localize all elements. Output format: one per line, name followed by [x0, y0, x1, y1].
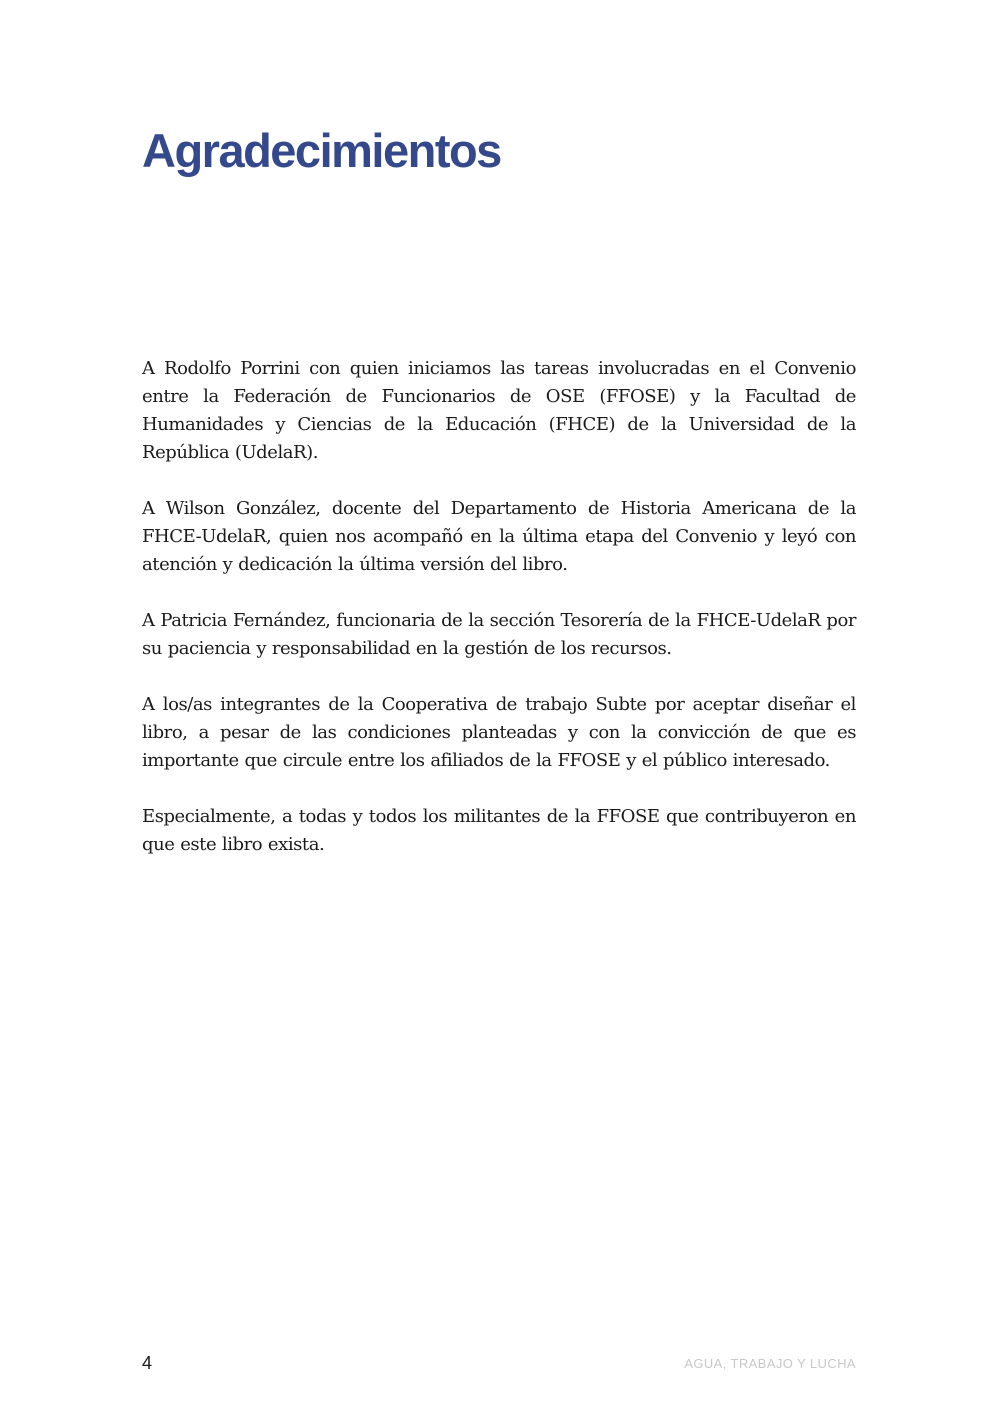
- paragraph-5: Especialmente, a todas y todos los militantes de la FFOSE que contribuyeron en que este libro exista.: [142, 806, 856, 855]
- running-footer-title: AGUA, TRABAJO Y LUCHA: [684, 1356, 856, 1371]
- acknowledgements-body: [142, 355, 856, 887]
- paragraph-1: A Rodolfo Porrini con quien iniciamos las tareas involucradas en el Convenio entre la Federación de Funcionarios de OSE (FFOSE) y la Facultad de Humanidades y Ciencias de la Educación (FHCE) de la Universidad de la República (UdelaR).: [142, 358, 856, 463]
- page-title: Agradecimientos: [142, 124, 501, 177]
- paragraph-4: A los/as integrantes de la Cooperativa de trabajo Subte por aceptar diseñar el libro, a pesar de las condiciones planteadas y con la convicción de que es importante que circule entre los afiliados de la FFOSE y el público interesado.: [142, 694, 856, 771]
- paragraph-2: A Wilson González, docente del Departamento de Historia Americana de la FHCE-UdelaR, quien nos acompañó en la última etapa del Convenio y leyó con atención y dedicación la última versión del libro.: [142, 498, 856, 575]
- page-number: 4: [142, 1353, 153, 1373]
- paragraph-3: A Patricia Fernández, funcionaria de la sección Tesorería de la FHCE-UdelaR por su paciencia y responsabilidad en la gestión de los recursos.: [142, 610, 856, 659]
